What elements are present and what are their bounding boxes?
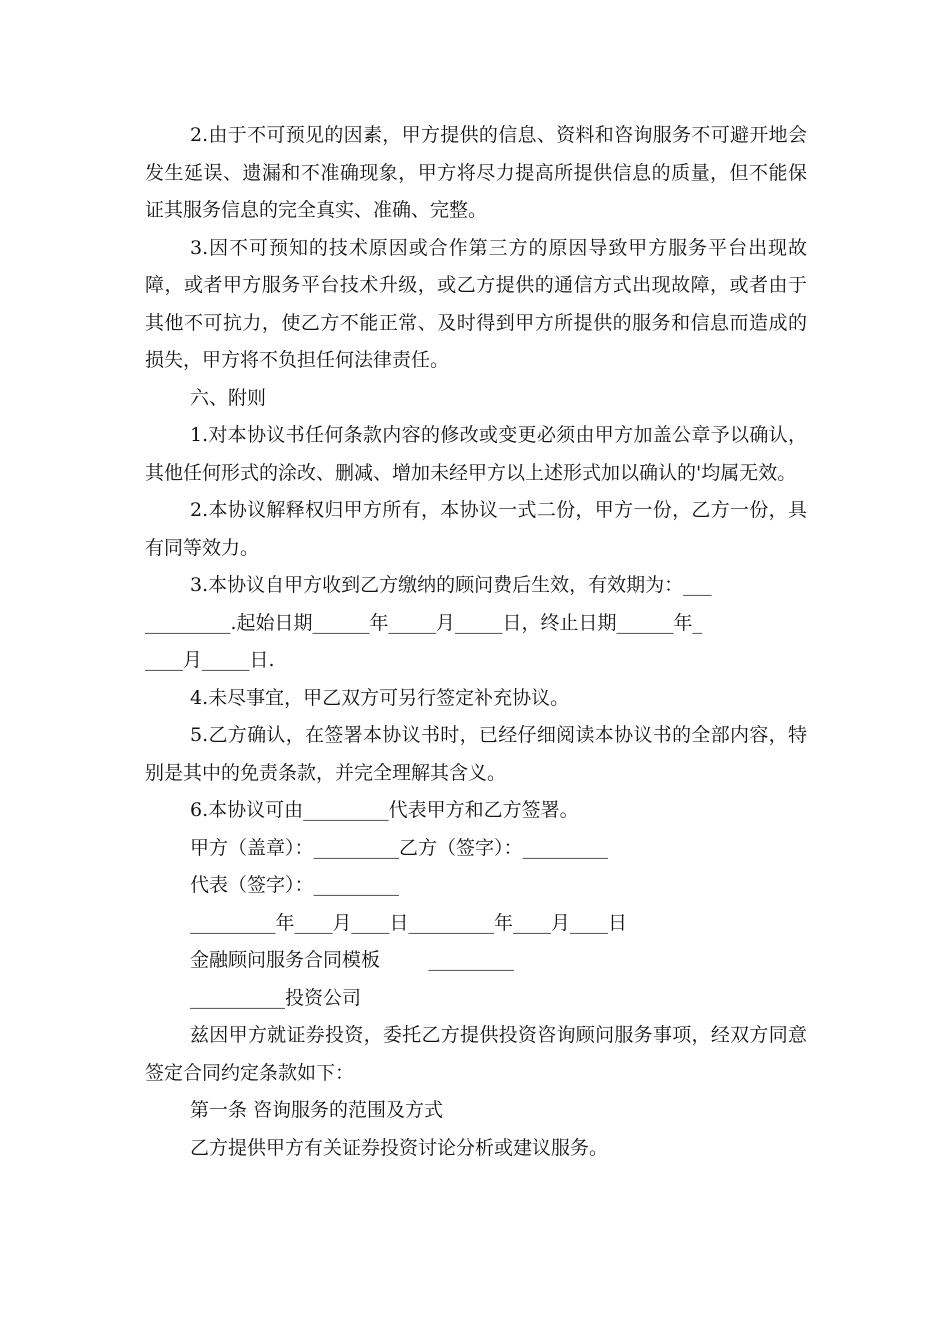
clause-line: 乙方提供甲方有关证券投资讨论分析或建议服务。	[190, 1136, 609, 1159]
contract-title: 金融顾问服务合同模板 _________	[190, 949, 514, 971]
section-heading: 六、附则	[190, 386, 267, 409]
document-body	[145, 117, 807, 1167]
clause-line: 4.未尽事宜，甲乙双方可另行签定补充协议。	[190, 686, 570, 709]
validity-line: 3.本协议自甲方收到乙方缴纳的顾问费后生效，有效期为：___	[190, 574, 712, 596]
company-line: __________投资公司	[190, 986, 362, 1009]
signature-line: 甲方（盖章）：_________乙方（签字）：_________	[190, 836, 609, 859]
clause-paragraph: 2.本协议解释权归甲方所有，本协议一式二份，甲方一份，乙方一份，具有同等效力。	[145, 499, 807, 559]
clause-paragraph: 1.对本协议书任何条款内容的修改或变更必须由甲方加盖公章予以确认，其他任何形式的涂改、删减、增加未经甲方以上述形式加以确认的'均属无效。	[145, 424, 807, 484]
validity-line: ____月_____日.	[145, 649, 275, 671]
clause-paragraph: 5.乙方确认，在签署本协议书时，已经仔细阅读本协议书的全部内容，特别是其中的免责条款，并完全理解其含义。	[145, 724, 807, 784]
signature-line: 代表（签字）：_________	[190, 874, 400, 896]
article-heading: 第一条 咨询服务的范围及方式	[190, 1099, 444, 1121]
clause-line: 6.本协议可由_________代表甲方和乙方签署。	[190, 799, 579, 821]
clause-paragraph: 2.由于不可预见的因素，甲方提供的信息、资料和咨询服务不可避开地会发生延误、遗漏和不准确现象，甲方将尽力提高所提供信息的质量，但不能保证其服务信息的完全真实、准确、完整。	[145, 124, 807, 221]
validity-line: _________.起始日期______年_____月_____日，终止日期______年_	[145, 611, 703, 634]
intro-paragraph: 兹因甲方就证券投资，委托乙方提供投资咨询顾问服务事项，经双方同意签定合同约定条款如下：	[145, 1024, 807, 1084]
date-line: _________年____月____日_________年____月____日	[190, 911, 628, 934]
clause-paragraph: 3.因不可预知的技术原因或合作第三方的原因导致甲方服务平台出现故障，或者甲方服务平台技术升级，或乙方提供的通信方式出现故障，或者由于其他不可抗力，使乙方不能正常、及时得到甲方所提供的服务和信息而造成的损失，甲方将不负担任何法律责任。	[145, 236, 807, 371]
